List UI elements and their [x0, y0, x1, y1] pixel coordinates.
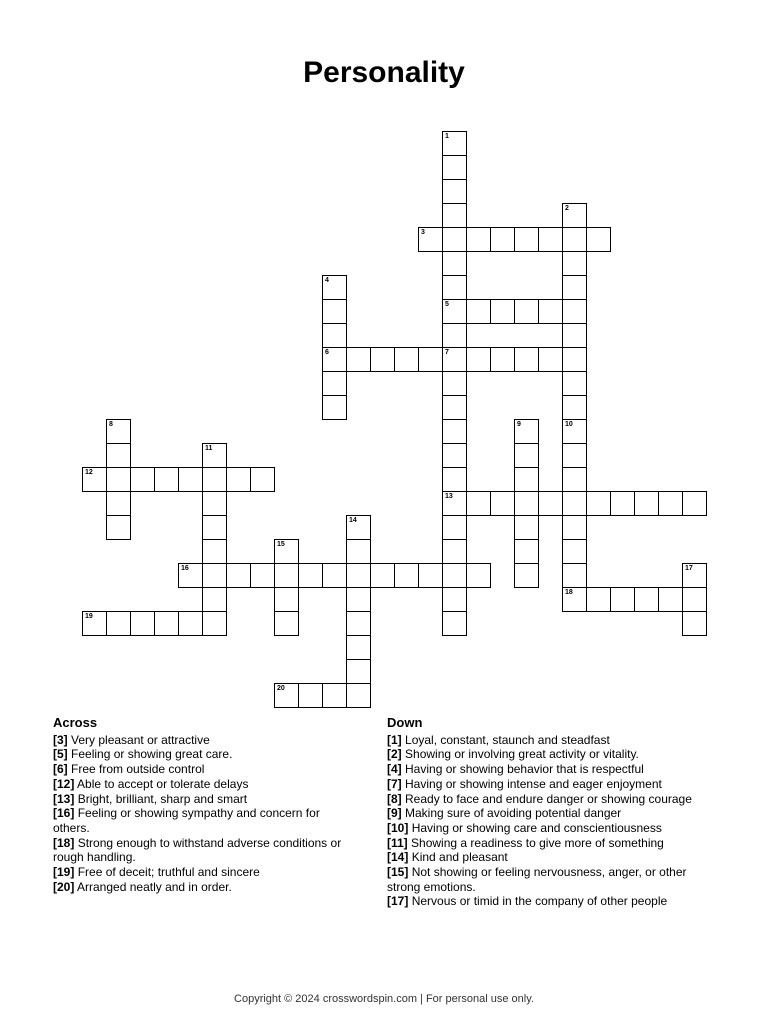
grid-cell[interactable] — [562, 251, 587, 276]
grid-cell[interactable] — [586, 587, 611, 612]
clue-down-7: [7] Having or showing intense and eager enjoyment — [387, 776, 662, 791]
clue-down-10: [10] Having or showing care and conscientiousness — [387, 820, 662, 835]
cell-number: 6 — [325, 349, 329, 356]
grid-cell[interactable] — [346, 347, 371, 372]
grid-cell[interactable] — [442, 443, 467, 468]
grid-cell[interactable] — [154, 467, 179, 492]
grid-cell[interactable] — [250, 563, 275, 588]
grid-cell[interactable] — [562, 371, 587, 396]
cell-number: 19 — [85, 613, 93, 620]
grid-cell[interactable] — [202, 515, 227, 540]
clue-across-12: [12] Able to accept or tolerate delays — [53, 776, 249, 791]
grid-cell[interactable] — [514, 539, 539, 564]
grid-cell[interactable] — [202, 587, 227, 612]
grid-cell[interactable] — [514, 419, 539, 444]
grid-cell[interactable] — [538, 347, 563, 372]
grid-cell[interactable] — [442, 131, 467, 156]
cell-number: 1 — [445, 133, 449, 140]
grid-cell[interactable] — [442, 155, 467, 180]
grid-cell[interactable] — [346, 635, 371, 660]
grid-cell[interactable] — [562, 299, 587, 324]
grid-cell[interactable] — [442, 371, 467, 396]
clue-across-19: [19] Free of deceit; truthful and sincere — [53, 865, 260, 880]
grid-cell[interactable] — [562, 203, 587, 228]
grid-cell[interactable] — [514, 563, 539, 588]
grid-cell[interactable] — [682, 491, 707, 516]
grid-cell[interactable] — [466, 347, 491, 372]
grid-cell[interactable] — [610, 491, 635, 516]
clue-across-16: [16] Feeling or showing sympathy and concern for others. — [53, 806, 320, 835]
grid-cell[interactable] — [658, 491, 683, 516]
clue-down-9: [9] Making sure of avoiding potential danger — [387, 806, 622, 821]
across-heading: Across — [53, 715, 98, 730]
cell-number: 15 — [277, 541, 285, 548]
grid-cell[interactable] — [106, 443, 131, 468]
grid-cell[interactable] — [442, 491, 467, 516]
grid-cell[interactable] — [442, 203, 467, 228]
grid-cell[interactable] — [106, 491, 131, 516]
clue-down-4: [4] Having or showing behavior that is respectful — [387, 762, 644, 777]
grid-cell[interactable] — [538, 491, 563, 516]
grid-cell[interactable] — [610, 587, 635, 612]
grid-cell[interactable] — [322, 395, 347, 420]
grid-cell[interactable] — [466, 491, 491, 516]
clue-across-6: [6] Free from outside control — [53, 762, 205, 777]
grid-cell[interactable] — [274, 563, 299, 588]
cell-number: 4 — [325, 277, 329, 284]
clue-down-15: [15] Not showing or feeling nervousness, anger, or other strong emotions. — [387, 865, 687, 894]
grid-cell[interactable] — [322, 371, 347, 396]
clue-across-13: [13] Bright, brilliant, sharp and smart — [53, 791, 248, 806]
grid-cell[interactable] — [130, 467, 155, 492]
grid-cell[interactable] — [562, 443, 587, 468]
cell-number: 9 — [517, 421, 521, 428]
grid-cell[interactable] — [346, 587, 371, 612]
grid-cell[interactable] — [682, 563, 707, 588]
grid-cell[interactable] — [370, 347, 395, 372]
grid-cell[interactable] — [442, 179, 467, 204]
grid-cell[interactable] — [442, 611, 467, 636]
grid-cell[interactable] — [202, 539, 227, 564]
grid-cell[interactable] — [490, 227, 515, 252]
grid-cell[interactable] — [442, 347, 467, 372]
grid-cell[interactable] — [106, 515, 131, 540]
grid-cell[interactable] — [130, 611, 155, 636]
grid-cell[interactable] — [442, 395, 467, 420]
grid-cell[interactable] — [226, 563, 251, 588]
grid-cell[interactable] — [346, 539, 371, 564]
grid-cell[interactable] — [562, 227, 587, 252]
grid-cell[interactable] — [514, 467, 539, 492]
grid-cell[interactable] — [682, 611, 707, 636]
grid-cell[interactable] — [442, 227, 467, 252]
grid-cell[interactable] — [490, 347, 515, 372]
grid-cell[interactable] — [490, 491, 515, 516]
cell-number: 13 — [445, 493, 453, 500]
grid-cell[interactable] — [634, 587, 659, 612]
cell-number: 3 — [421, 229, 425, 236]
grid-cell[interactable] — [562, 275, 587, 300]
grid-cell[interactable] — [178, 611, 203, 636]
cell-number: 11 — [205, 445, 213, 452]
grid-cell[interactable] — [418, 227, 443, 252]
grid-cell[interactable] — [562, 563, 587, 588]
copyright-footer: Copyright © 2024 crosswordspin.com | For personal use only. — [234, 993, 534, 1005]
grid-cell[interactable] — [514, 347, 539, 372]
grid-cell[interactable] — [442, 563, 467, 588]
grid-cell[interactable] — [106, 419, 131, 444]
grid-cell[interactable] — [322, 347, 347, 372]
grid-cell[interactable] — [586, 227, 611, 252]
grid-cell[interactable] — [178, 467, 203, 492]
grid-cell[interactable] — [466, 227, 491, 252]
clue-across-5: [5] Feeling or showing great care. — [53, 747, 233, 762]
cell-number: 2 — [565, 205, 569, 212]
grid-cell[interactable] — [562, 515, 587, 540]
grid-cell[interactable] — [178, 563, 203, 588]
grid-cell[interactable] — [562, 491, 587, 516]
grid-cell[interactable] — [202, 611, 227, 636]
cell-number: 10 — [565, 421, 573, 428]
grid-cell[interactable] — [442, 275, 467, 300]
grid-cell[interactable] — [154, 611, 179, 636]
grid-cell[interactable] — [202, 443, 227, 468]
grid-cell[interactable] — [490, 299, 515, 324]
grid-cell[interactable] — [442, 539, 467, 564]
cell-number: 12 — [85, 469, 93, 476]
grid-cell[interactable] — [562, 347, 587, 372]
grid-cell[interactable] — [274, 587, 299, 612]
grid-cell[interactable] — [274, 611, 299, 636]
grid-cell[interactable] — [538, 299, 563, 324]
grid-cell[interactable] — [562, 539, 587, 564]
grid-cell[interactable] — [322, 683, 347, 708]
grid-cell[interactable] — [514, 227, 539, 252]
cell-number: 16 — [181, 565, 189, 572]
grid-cell[interactable] — [514, 299, 539, 324]
grid-cell[interactable] — [442, 251, 467, 276]
grid-cell[interactable] — [394, 347, 419, 372]
cell-number: 20 — [277, 685, 285, 692]
grid-cell[interactable] — [346, 659, 371, 684]
grid-cell[interactable] — [442, 419, 467, 444]
grid-cell[interactable] — [202, 491, 227, 516]
grid-cell[interactable] — [514, 515, 539, 540]
grid-cell[interactable] — [562, 587, 587, 612]
clue-across-20: [20] Arranged neatly and in order. — [53, 879, 232, 894]
clue-across-3: [3] Very pleasant or attractive — [53, 732, 210, 747]
grid-cell[interactable] — [562, 467, 587, 492]
grid-cell[interactable] — [274, 683, 299, 708]
grid-cell[interactable] — [442, 587, 467, 612]
grid-cell[interactable] — [658, 587, 683, 612]
grid-cell[interactable] — [442, 323, 467, 348]
grid-cell[interactable] — [274, 539, 299, 564]
cell-number: 5 — [445, 301, 449, 308]
down-clues — [387, 716, 712, 909]
grid-cell[interactable] — [322, 275, 347, 300]
grid-cell[interactable] — [346, 515, 371, 540]
down-heading: Down — [387, 715, 423, 730]
grid-cell[interactable] — [106, 467, 131, 492]
grid-cell[interactable] — [82, 611, 107, 636]
cell-number: 7 — [445, 349, 449, 356]
grid-cell[interactable] — [514, 443, 539, 468]
grid-cell[interactable] — [226, 467, 251, 492]
clue-down-2: [2] Showing or involving great activity or vitality. — [387, 747, 639, 762]
cell-number: 8 — [109, 421, 113, 428]
grid-cell[interactable] — [442, 515, 467, 540]
clue-down-17: [17] Nervous or timid in the company of other people — [387, 894, 668, 909]
grid-cell[interactable] — [562, 323, 587, 348]
grid-cell[interactable] — [322, 299, 347, 324]
cell-number: 17 — [685, 565, 693, 572]
grid-cell[interactable] — [562, 395, 587, 420]
grid-cell[interactable] — [442, 467, 467, 492]
grid-cell[interactable] — [394, 563, 419, 588]
grid-cell[interactable] — [322, 563, 347, 588]
clue-down-8: [8] Ready to face and endure danger or showing courage — [387, 791, 692, 806]
grid-cell[interactable] — [586, 491, 611, 516]
across-clues — [53, 716, 358, 894]
clue-down-14: [14] Kind and pleasant — [387, 850, 508, 865]
grid-cell[interactable] — [442, 299, 467, 324]
grid-cell[interactable] — [370, 563, 395, 588]
puzzle-title: Personality — [303, 56, 465, 89]
grid-cell[interactable] — [346, 611, 371, 636]
grid-cell[interactable] — [298, 563, 323, 588]
grid-cell[interactable] — [82, 467, 107, 492]
clue-down-1: [1] Loyal, constant, staunch and steadfast — [387, 732, 610, 747]
clue-across-18: [18] Strong enough to withstand adverse conditions or rough handling. — [53, 835, 342, 865]
grid-cell[interactable] — [298, 683, 323, 708]
grid-cell[interactable] — [538, 227, 563, 252]
grid-cell[interactable] — [634, 491, 659, 516]
grid-cell[interactable] — [346, 683, 371, 708]
cell-number: 18 — [565, 589, 573, 596]
clue-down-11: [11] Showing a readiness to give more of something — [387, 835, 664, 850]
grid-cell[interactable] — [514, 491, 539, 516]
grid-cell[interactable] — [346, 563, 371, 588]
grid-cell[interactable] — [682, 587, 707, 612]
grid-cell[interactable] — [250, 467, 275, 492]
cell-number: 14 — [349, 517, 357, 524]
grid-cell[interactable] — [202, 467, 227, 492]
grid-cell[interactable] — [466, 299, 491, 324]
grid-cell[interactable] — [562, 419, 587, 444]
grid-cell[interactable] — [466, 563, 491, 588]
grid-cell[interactable] — [322, 323, 347, 348]
grid-cell[interactable] — [418, 563, 443, 588]
grid-cell[interactable] — [418, 347, 443, 372]
grid-cell[interactable] — [202, 563, 227, 588]
grid-cell[interactable] — [106, 611, 131, 636]
